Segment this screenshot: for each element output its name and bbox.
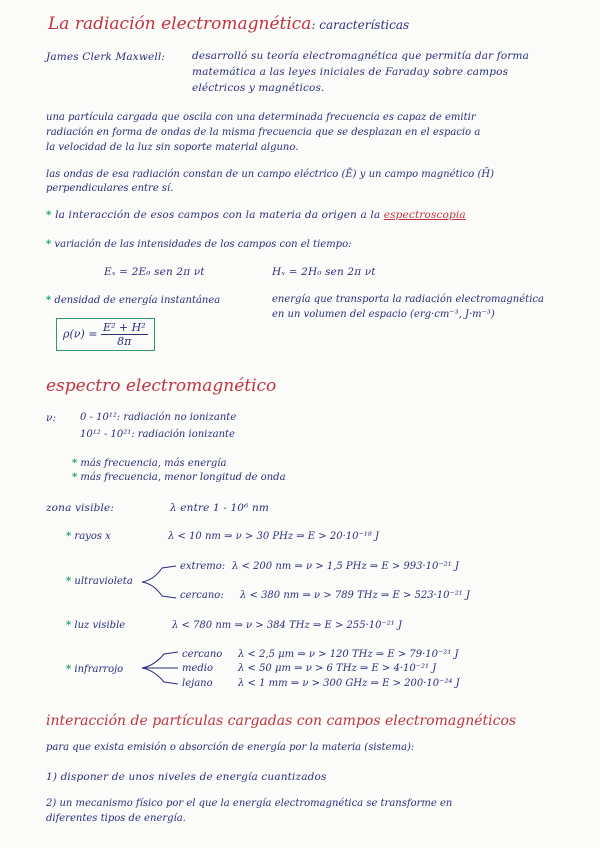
bullet-icon: * xyxy=(66,576,72,587)
bullet-icon: * xyxy=(46,239,52,250)
bullet-text: infrarrojo xyxy=(74,664,124,675)
section-title-espectro: espectro electromagnético xyxy=(46,376,277,396)
bullet-espectroscopia xyxy=(46,210,466,221)
maxwell-line-3: eléctricos y magnéticos. xyxy=(192,82,325,94)
nu-range-2: 10¹² - 10²¹: radiación ionizante xyxy=(80,429,235,440)
bullet-icon: * xyxy=(72,472,78,483)
bullet-text: la interacción de esos campos con la materia da origen a la xyxy=(55,209,381,221)
rays-x-label xyxy=(66,532,111,542)
interaction-item-2-line-1: 2) un mecanismo físico por el que la energía electromagnética se transforme en xyxy=(46,798,453,809)
energy-density-formula-box xyxy=(56,318,155,351)
title-main: La radiación electromagnética xyxy=(48,14,312,34)
interaction-intro: para que exista emisión o absorción de energía por la materia (sistema): xyxy=(46,742,415,753)
uv-far-value: λ < 200 nm ⇒ ν > 1,5 PHz ⇒ E > 993·10⁻²¹ J xyxy=(232,561,459,572)
para1-line-2: radiación en forma de ondas de la misma frecuencia que se desplazan en el espacio a xyxy=(46,127,481,138)
bullet-icon: * xyxy=(72,458,78,469)
bullet-text: variación de las intensidades de los campos con el tiempo: xyxy=(54,239,352,250)
more-frequency-2 xyxy=(72,473,286,483)
interaction-item-1: 1) disponer de unos niveles de energía cuantizados xyxy=(46,771,327,783)
visible-light-value: λ < 780 nm ⇒ ν > 384 THz ⇒ E > 255·10⁻²¹ J xyxy=(172,620,402,631)
page-title xyxy=(48,16,409,33)
para1-line-3: la velocidad de la luz sin soporte material alguno. xyxy=(46,142,299,153)
more-frequency-1 xyxy=(72,459,226,469)
nu-range-1: 0 - 10¹²: radiación no ionizante xyxy=(80,412,237,423)
ir-far-label: lejano xyxy=(182,678,213,689)
bullet-variacion xyxy=(46,240,351,250)
ir-label xyxy=(66,665,123,675)
title-subtitle: : características xyxy=(311,18,410,32)
uv-near-value: λ < 380 nm ⇒ ν > 789 THz ⇒ E > 523·10⁻²¹ J xyxy=(240,590,470,601)
bullet-text: densidad de energía instantánea xyxy=(54,295,221,306)
maxwell-line-1: desarrolló su teoría electromagnética que permitía dar forma xyxy=(192,50,529,62)
formula-lhs: ρ(ν) = xyxy=(63,327,98,341)
bullet-icon: * xyxy=(46,295,52,306)
ir-mid-label: medio xyxy=(182,663,214,674)
ir-brace xyxy=(140,648,182,688)
uv-brace xyxy=(140,560,180,604)
bullet-text: rayos x xyxy=(74,531,111,542)
densidad-desc-2: en un volumen del espacio (erg·cm⁻³, J·m⁻³) xyxy=(272,309,495,320)
nu-label: ν: xyxy=(46,412,57,424)
maxwell-name: James Clerk Maxwell: xyxy=(46,51,166,63)
bullet-densidad xyxy=(46,296,220,306)
densidad-desc-1: energía que transporta la radiación electromagnética xyxy=(272,294,544,305)
ir-near-label: cercano xyxy=(182,649,223,660)
visible-light-label xyxy=(66,621,125,631)
espectroscopia-term: espectroscopia xyxy=(383,209,466,221)
uv-far-label: extremo: xyxy=(180,561,226,572)
ir-far-value: λ < 1 mm ⇒ ν > 300 GHz ⇒ E > 200·10⁻²⁴ J xyxy=(238,678,460,689)
bullet-icon: * xyxy=(46,209,52,221)
bullet-icon: * xyxy=(66,664,72,675)
ir-mid-value: λ < 50 μm ⇒ ν > 6 THz ⇒ E > 4·10⁻²¹ J xyxy=(238,663,437,674)
para2-line-1: las ondas de esa radiación constan de un campo eléctrico (Ē) y un campo magnético (H̄) xyxy=(46,169,495,180)
formula-numerator: E² + H² xyxy=(102,321,146,334)
formula-denominator: 8π xyxy=(117,335,132,348)
visible-zone-label: zona visible: xyxy=(46,502,115,514)
ir-near-value: λ < 2,5 μm ⇒ ν > 120 THz ⇒ E > 79·10⁻²¹ J xyxy=(238,649,459,660)
formula-fraction xyxy=(101,321,148,348)
equation-h-field: Hₓ = 2H₀ sen 2π νt xyxy=(272,266,376,278)
equation-e-field: Eₓ = 2E₀ sen 2π νt xyxy=(104,266,205,278)
uv-near-label: cercano: xyxy=(180,590,224,601)
para1-line-1: una partícula cargada que oscila con una determinada frecuencia es capaz de emitir xyxy=(46,112,476,123)
interaction-item-2-line-2: diferentes tipos de energía. xyxy=(46,813,186,824)
bullet-icon: * xyxy=(66,620,72,631)
section-title-interaccion: interacción de partículas cargadas con campos electromagnéticos xyxy=(46,713,517,729)
bullet-text: más frecuencia, más energía xyxy=(80,458,227,469)
para2-line-2: perpendiculares entre sí. xyxy=(46,183,174,194)
visible-zone-value: λ entre 1 - 10⁶ nm xyxy=(170,502,269,514)
bullet-text: ultravioleta xyxy=(74,576,133,587)
rays-x-value: λ < 10 nm ⇒ ν > 30 PHz ⇒ E > 20·10⁻¹⁸ J xyxy=(168,531,379,542)
bullet-text: más frecuencia, menor longitud de onda xyxy=(80,472,286,483)
uv-label xyxy=(66,577,133,587)
bullet-text: luz visible xyxy=(74,620,126,631)
maxwell-line-2: matemática a las leyes iniciales de Faraday sobre campos xyxy=(192,66,509,78)
bullet-icon: * xyxy=(66,531,72,542)
